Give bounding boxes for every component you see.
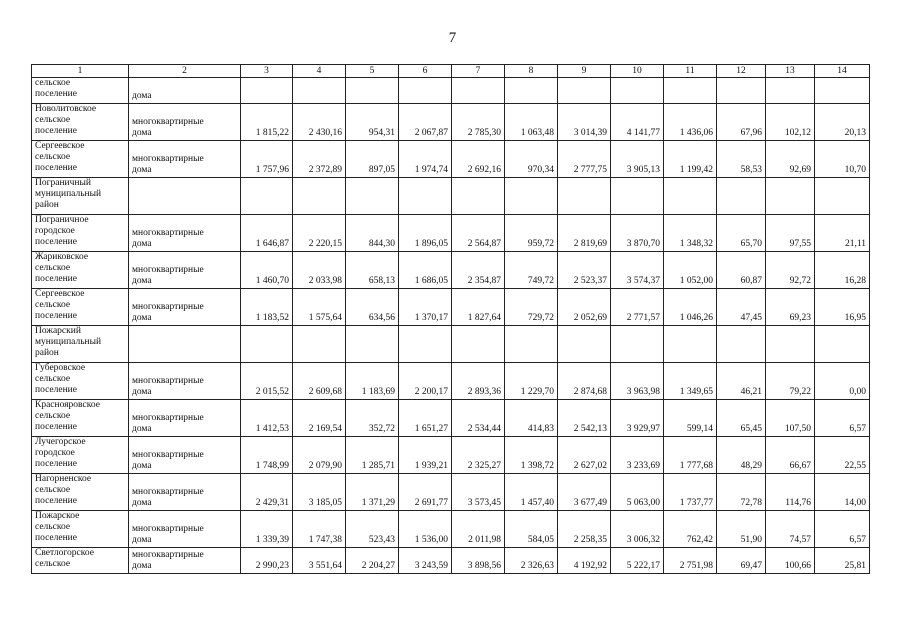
- table-row: [32, 400, 870, 437]
- value-cell-col-12: [717, 78, 766, 104]
- housing-type-cell: многоквартирные дома: [129, 548, 241, 574]
- value-cell-col-5: [346, 326, 399, 363]
- housing-type-cell: многоквартирные дома: [129, 104, 241, 141]
- value-cell-col-6: 3 243,59: [399, 548, 452, 574]
- table-row: [32, 178, 870, 215]
- value-cell-col-14: [815, 178, 870, 215]
- value-cell-col-14: 14,00: [815, 474, 870, 511]
- housing-type-cell: многоквартирные дома: [129, 363, 241, 400]
- value-cell-col-9: 2 258,35: [558, 511, 611, 548]
- value-cell-col-3: [241, 178, 293, 215]
- value-cell-col-6: 1 536,00: [399, 511, 452, 548]
- value-cell-col-6: [399, 78, 452, 104]
- value-cell-col-6: 2 200,17: [399, 363, 452, 400]
- value-cell-col-9: 2 542,13: [558, 400, 611, 437]
- settlement-name-cell: Лучегорское городское поселение: [32, 437, 129, 474]
- value-cell-col-6: 1 370,17: [399, 289, 452, 326]
- settlement-name-cell: Сергеевское сельское поселение: [32, 141, 129, 178]
- housing-type-cell: многоквартирные дома: [129, 215, 241, 252]
- value-cell-col-10: 3 574,37: [611, 252, 664, 289]
- value-cell-col-8: 1 457,40: [505, 474, 558, 511]
- value-cell-col-14: 20,13: [815, 104, 870, 141]
- value-cell-col-4: 1 575,64: [293, 289, 346, 326]
- value-cell-col-5: 523,43: [346, 511, 399, 548]
- value-cell-col-9: 2 777,75: [558, 141, 611, 178]
- value-cell-col-4: [293, 178, 346, 215]
- value-cell-col-7: 3 573,45: [452, 474, 505, 511]
- settlement-name-cell: Сергеевское сельское поселение: [32, 289, 129, 326]
- value-cell-col-14: 0,00: [815, 363, 870, 400]
- value-cell-col-5: [346, 178, 399, 215]
- value-cell-col-13: 66,67: [766, 437, 815, 474]
- value-cell-col-3: [241, 326, 293, 363]
- value-cell-col-10: 2 771,57: [611, 289, 664, 326]
- column-header-2: 2: [129, 65, 241, 78]
- value-cell-col-10: 5 063,00: [611, 474, 664, 511]
- value-cell-col-14: 6,57: [815, 511, 870, 548]
- value-cell-col-10: 3 929,97: [611, 400, 664, 437]
- value-cell-col-4: 2 169,54: [293, 400, 346, 437]
- settlement-name-cell: Пожарский муниципальный район: [32, 326, 129, 363]
- value-cell-col-3: 2 429,31: [241, 474, 293, 511]
- value-cell-col-10: 3 905,13: [611, 141, 664, 178]
- column-number-row: [32, 65, 870, 78]
- value-cell-col-7: [452, 326, 505, 363]
- value-cell-col-6: 1 974,74: [399, 141, 452, 178]
- value-cell-col-9: 3 677,49: [558, 474, 611, 511]
- value-cell-col-3: 1 339,39: [241, 511, 293, 548]
- value-cell-col-3: 1 183,52: [241, 289, 293, 326]
- value-cell-col-6: 1 651,27: [399, 400, 452, 437]
- value-cell-col-12: [717, 178, 766, 215]
- value-cell-col-11: 2 751,98: [664, 548, 717, 574]
- value-cell-col-14: 6,57: [815, 400, 870, 437]
- column-header-11: 11: [664, 65, 717, 78]
- value-cell-col-13: 107,50: [766, 400, 815, 437]
- column-header-10: 10: [611, 65, 664, 78]
- table-row: [32, 326, 870, 363]
- value-cell-col-10: 3 233,69: [611, 437, 664, 474]
- column-header-7: 7: [452, 65, 505, 78]
- column-header-8: 8: [505, 65, 558, 78]
- table-row: [32, 78, 870, 104]
- value-cell-col-12: 51,90: [717, 511, 766, 548]
- table-row: [32, 548, 870, 574]
- value-cell-col-12: 48,29: [717, 437, 766, 474]
- column-header-9: 9: [558, 65, 611, 78]
- value-cell-col-8: 1 398,72: [505, 437, 558, 474]
- housing-type-cell: дома: [129, 78, 241, 104]
- table-row: [32, 511, 870, 548]
- value-cell-col-6: 1 686,05: [399, 252, 452, 289]
- table-row: [32, 252, 870, 289]
- housing-type-cell: многоквартирные дома: [129, 289, 241, 326]
- value-cell-col-13: 100,66: [766, 548, 815, 574]
- value-cell-col-4: [293, 326, 346, 363]
- value-cell-col-3: 1 412,53: [241, 400, 293, 437]
- value-cell-col-5: 954,31: [346, 104, 399, 141]
- value-cell-col-3: 2 015,52: [241, 363, 293, 400]
- value-cell-col-4: [293, 78, 346, 104]
- value-cell-col-13: 102,12: [766, 104, 815, 141]
- value-cell-col-11: [664, 78, 717, 104]
- value-cell-col-11: [664, 178, 717, 215]
- value-cell-col-11: 1 737,77: [664, 474, 717, 511]
- value-cell-col-13: 69,23: [766, 289, 815, 326]
- value-cell-col-14: [815, 326, 870, 363]
- value-cell-col-8: 970,34: [505, 141, 558, 178]
- value-cell-col-7: 2 325,27: [452, 437, 505, 474]
- column-header-12: 12: [717, 65, 766, 78]
- value-cell-col-9: [558, 78, 611, 104]
- settlement-name-cell: сельское поселение: [32, 78, 129, 104]
- value-cell-col-6: 1 939,21: [399, 437, 452, 474]
- housing-type-cell: многоквартирные дома: [129, 437, 241, 474]
- value-cell-col-4: 3 551,64: [293, 548, 346, 574]
- value-cell-col-9: 2 819,69: [558, 215, 611, 252]
- value-cell-col-13: [766, 78, 815, 104]
- value-cell-col-14: 16,95: [815, 289, 870, 326]
- table-row: [32, 474, 870, 511]
- value-cell-col-12: 67,96: [717, 104, 766, 141]
- value-cell-col-5: 897,05: [346, 141, 399, 178]
- column-header-5: 5: [346, 65, 399, 78]
- value-cell-col-5: 658,13: [346, 252, 399, 289]
- value-cell-col-4: 2 033,98: [293, 252, 346, 289]
- value-cell-col-7: [452, 178, 505, 215]
- value-cell-col-6: 2 691,77: [399, 474, 452, 511]
- table-row: [32, 215, 870, 252]
- value-cell-col-6: 1 896,05: [399, 215, 452, 252]
- value-cell-col-8: 749,72: [505, 252, 558, 289]
- value-cell-col-11: 1 046,26: [664, 289, 717, 326]
- housing-type-cell: многоквартирные дома: [129, 252, 241, 289]
- column-header-4: 4: [293, 65, 346, 78]
- value-cell-col-11: 1 436,06: [664, 104, 717, 141]
- value-cell-col-7: 2 354,87: [452, 252, 505, 289]
- value-cell-col-9: 2 627,02: [558, 437, 611, 474]
- value-cell-col-8: [505, 78, 558, 104]
- settlement-name-cell: Краснояровское сельское поселение: [32, 400, 129, 437]
- value-cell-col-4: 1 747,38: [293, 511, 346, 548]
- value-cell-col-8: 2 326,63: [505, 548, 558, 574]
- value-cell-col-3: 1 757,96: [241, 141, 293, 178]
- value-cell-col-5: 844,30: [346, 215, 399, 252]
- value-cell-col-12: 58,53: [717, 141, 766, 178]
- value-cell-col-8: 1 063,48: [505, 104, 558, 141]
- table-row: [32, 141, 870, 178]
- value-cell-col-11: 1 052,00: [664, 252, 717, 289]
- settlement-name-cell: Пограничный муниципальный район: [32, 178, 129, 215]
- value-cell-col-6: 2 067,87: [399, 104, 452, 141]
- value-cell-col-14: 21,11: [815, 215, 870, 252]
- table-row: [32, 104, 870, 141]
- value-cell-col-13: 97,55: [766, 215, 815, 252]
- value-cell-col-10: 3 006,32: [611, 511, 664, 548]
- value-cell-col-12: 46,21: [717, 363, 766, 400]
- housing-type-cell: многоквартирные дома: [129, 474, 241, 511]
- value-cell-col-14: 16,28: [815, 252, 870, 289]
- value-cell-col-4: 2 372,89: [293, 141, 346, 178]
- value-cell-col-4: 2 220,15: [293, 215, 346, 252]
- value-cell-col-8: 584,05: [505, 511, 558, 548]
- value-cell-col-11: 599,14: [664, 400, 717, 437]
- column-header-3: 3: [241, 65, 293, 78]
- value-cell-col-7: 2 534,44: [452, 400, 505, 437]
- value-cell-col-9: 3 014,39: [558, 104, 611, 141]
- value-cell-col-10: [611, 78, 664, 104]
- housing-type-cell: [129, 178, 241, 215]
- value-cell-col-4: 2 079,90: [293, 437, 346, 474]
- table-row: [32, 289, 870, 326]
- value-cell-col-7: 2 785,30: [452, 104, 505, 141]
- value-cell-col-13: [766, 326, 815, 363]
- value-cell-col-3: 1 815,22: [241, 104, 293, 141]
- value-cell-col-12: 69,47: [717, 548, 766, 574]
- value-cell-col-10: 3 963,98: [611, 363, 664, 400]
- value-cell-col-11: [664, 326, 717, 363]
- value-cell-col-12: [717, 326, 766, 363]
- value-cell-col-10: [611, 178, 664, 215]
- value-cell-col-12: 72,78: [717, 474, 766, 511]
- value-cell-col-12: 47,45: [717, 289, 766, 326]
- value-cell-col-7: 2 893,36: [452, 363, 505, 400]
- value-cell-col-12: 60,87: [717, 252, 766, 289]
- table-row: [32, 437, 870, 474]
- value-cell-col-7: 3 898,56: [452, 548, 505, 574]
- value-cell-col-5: 352,72: [346, 400, 399, 437]
- value-cell-col-8: 959,72: [505, 215, 558, 252]
- value-cell-col-11: 1 777,68: [664, 437, 717, 474]
- settlement-name-cell: Пограничное городское поселение: [32, 215, 129, 252]
- value-cell-col-8: 414,83: [505, 400, 558, 437]
- value-cell-col-13: 92,72: [766, 252, 815, 289]
- value-cell-col-9: 2 523,37: [558, 252, 611, 289]
- settlement-name-cell: Новолитовское сельское поселение: [32, 104, 129, 141]
- value-cell-col-4: 2 609,68: [293, 363, 346, 400]
- tariff-table: [31, 64, 870, 574]
- value-cell-col-9: 2 874,68: [558, 363, 611, 400]
- value-cell-col-13: 74,57: [766, 511, 815, 548]
- value-cell-col-7: 2 692,16: [452, 141, 505, 178]
- value-cell-col-4: 3 185,05: [293, 474, 346, 511]
- value-cell-col-8: [505, 178, 558, 215]
- settlement-name-cell: Губеровское сельское поселение: [32, 363, 129, 400]
- column-header-13: 13: [766, 65, 815, 78]
- value-cell-col-4: 2 430,16: [293, 104, 346, 141]
- value-cell-col-3: 1 748,99: [241, 437, 293, 474]
- value-cell-col-11: 762,42: [664, 511, 717, 548]
- value-cell-col-10: 4 141,77: [611, 104, 664, 141]
- value-cell-col-10: 5 222,17: [611, 548, 664, 574]
- column-header-1: 1: [32, 65, 129, 78]
- value-cell-col-12: 65,70: [717, 215, 766, 252]
- value-cell-col-6: [399, 178, 452, 215]
- value-cell-col-3: 2 990,23: [241, 548, 293, 574]
- value-cell-col-14: [815, 78, 870, 104]
- value-cell-col-11: 1 348,32: [664, 215, 717, 252]
- column-header-14: 14: [815, 65, 870, 78]
- value-cell-col-9: 4 192,92: [558, 548, 611, 574]
- value-cell-col-13: [766, 178, 815, 215]
- value-cell-col-5: [346, 78, 399, 104]
- value-cell-col-3: 1 646,87: [241, 215, 293, 252]
- value-cell-col-9: [558, 178, 611, 215]
- value-cell-col-14: 25,81: [815, 548, 870, 574]
- value-cell-col-6: [399, 326, 452, 363]
- value-cell-col-11: 1 349,65: [664, 363, 717, 400]
- value-cell-col-10: 3 870,70: [611, 215, 664, 252]
- table-row: [32, 363, 870, 400]
- value-cell-col-9: [558, 326, 611, 363]
- housing-type-cell: [129, 326, 241, 363]
- value-cell-col-5: 1 285,71: [346, 437, 399, 474]
- value-cell-col-3: [241, 78, 293, 104]
- value-cell-col-10: [611, 326, 664, 363]
- value-cell-col-7: [452, 78, 505, 104]
- settlement-name-cell: Светлогорское сельское: [32, 548, 129, 574]
- value-cell-col-12: 65,45: [717, 400, 766, 437]
- housing-type-cell: многоквартирные дома: [129, 400, 241, 437]
- value-cell-col-7: 2 564,87: [452, 215, 505, 252]
- settlement-name-cell: Жариковское сельское поселение: [32, 252, 129, 289]
- value-cell-col-13: 92,69: [766, 141, 815, 178]
- value-cell-col-7: 2 011,98: [452, 511, 505, 548]
- settlement-name-cell: Пожарское сельское поселение: [32, 511, 129, 548]
- value-cell-col-7: 1 827,64: [452, 289, 505, 326]
- value-cell-col-11: 1 199,42: [664, 141, 717, 178]
- value-cell-col-14: 10,70: [815, 141, 870, 178]
- value-cell-col-5: 634,56: [346, 289, 399, 326]
- value-cell-col-8: 1 229,70: [505, 363, 558, 400]
- value-cell-col-8: [505, 326, 558, 363]
- value-cell-col-13: 79,22: [766, 363, 815, 400]
- value-cell-col-5: 1 183,69: [346, 363, 399, 400]
- value-cell-col-5: 2 204,27: [346, 548, 399, 574]
- value-cell-col-13: 114,76: [766, 474, 815, 511]
- value-cell-col-8: 729,72: [505, 289, 558, 326]
- value-cell-col-14: 22,55: [815, 437, 870, 474]
- page-number: 7: [448, 30, 457, 46]
- settlement-name-cell: Нагорненское сельское поселение: [32, 474, 129, 511]
- value-cell-col-9: 2 052,69: [558, 289, 611, 326]
- housing-type-cell: многоквартирные дома: [129, 511, 241, 548]
- housing-type-cell: многоквартирные дома: [129, 141, 241, 178]
- value-cell-col-5: 1 371,29: [346, 474, 399, 511]
- column-header-6: 6: [399, 65, 452, 78]
- value-cell-col-3: 1 460,70: [241, 252, 293, 289]
